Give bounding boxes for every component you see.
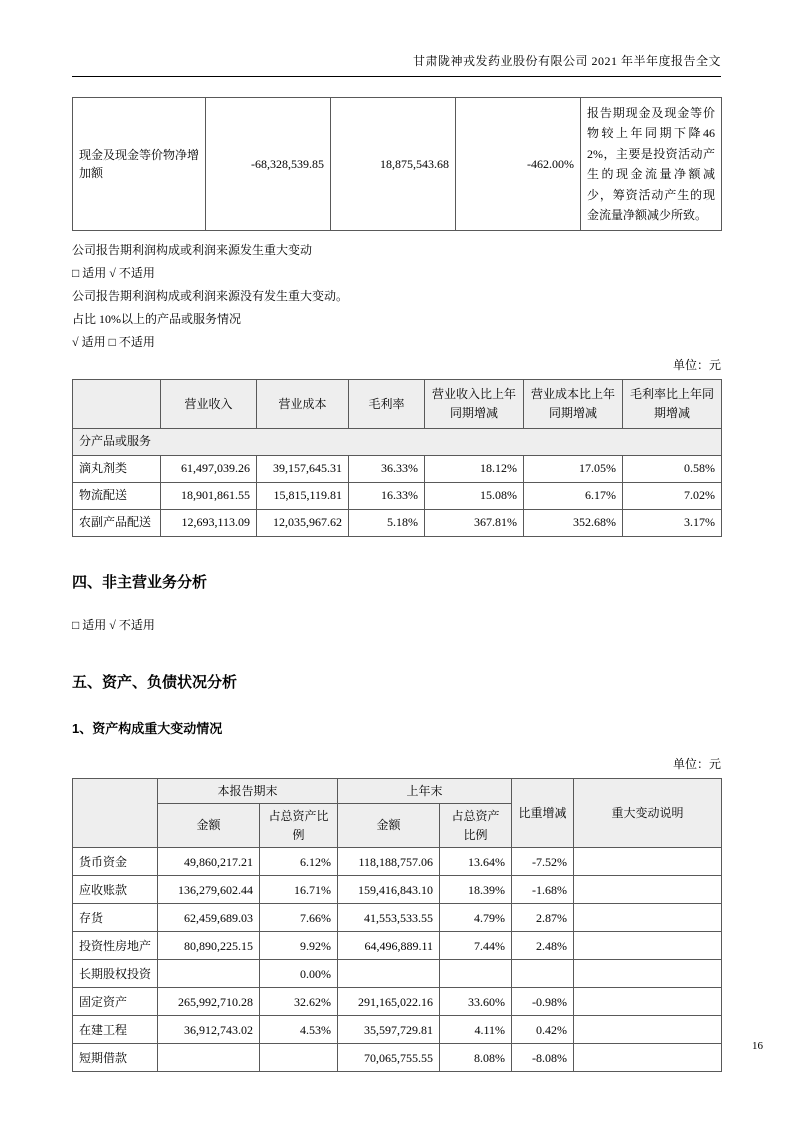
header-major-change-note: 重大变动说明 (574, 778, 722, 848)
cell-value (574, 960, 722, 988)
document-header-title: 甘肃陇神戎发药业股份有限公司 2021 年半年度报告全文 (72, 52, 721, 77)
cell-value: 291,165,022.16 (338, 988, 440, 1016)
cell-value: 13.64% (440, 848, 512, 876)
row-label: 物流配送 (73, 482, 161, 509)
cell-value: 352.68% (524, 509, 623, 536)
cell-value: 39,157,645.31 (257, 455, 349, 482)
cell-value: -462.00% (456, 98, 581, 231)
products-services-table (72, 379, 722, 536)
row-label: 货币资金 (73, 848, 158, 876)
cell-value: 12,693,113.09 (161, 509, 257, 536)
header-ratio-change: 比重增减 (512, 778, 574, 848)
cell-value: 0.00% (260, 960, 338, 988)
cell-value: 0.58% (623, 455, 722, 482)
header-prior-year: 上年末 (338, 778, 512, 804)
cell-value (574, 1016, 722, 1044)
table-row (73, 988, 722, 1016)
unit-label: 单位：元 (672, 358, 721, 373)
cell-value: 6.12% (260, 848, 338, 876)
cell-value (158, 960, 260, 988)
cash-flow-table (72, 97, 722, 231)
header-cost: 营业成本 (257, 380, 349, 428)
cell-value: 80,890,225.15 (158, 932, 260, 960)
cell-value: -0.98% (512, 988, 574, 1016)
cell-value: 118,188,757.06 (338, 848, 440, 876)
assets-table-header (73, 778, 722, 848)
cell-value (158, 1044, 260, 1072)
profit-change-title: 公司报告期利润构成或利润来源发生重大变动 (72, 243, 313, 258)
cell-value: 70,065,755.55 (338, 1044, 440, 1072)
cell-value: 18,875,543.68 (331, 98, 456, 231)
profit-change-note: 公司报告期利润构成或利润来源没有发生重大变动。 (72, 289, 349, 304)
cell-value (574, 1044, 722, 1072)
cell-value (512, 960, 574, 988)
table-row (73, 876, 722, 904)
section-five-title: 五、资产、负债状况分析 (72, 673, 238, 691)
products-services-applicable: √ 适用 □ 不适用 (72, 335, 155, 350)
table-row (73, 1016, 722, 1044)
cell-value (574, 848, 722, 876)
cell-value: 4.79% (440, 904, 512, 932)
cell-value: 64,496,889.11 (338, 932, 440, 960)
cell-value: 18.12% (425, 455, 524, 482)
header-gross-margin: 毛利率 (349, 380, 425, 428)
cell-value: 3.17% (623, 509, 722, 536)
cell-value: -8.08% (512, 1044, 574, 1072)
cell-value: 2.48% (512, 932, 574, 960)
row-label: 农副产品配送 (73, 509, 161, 536)
cell-value: 4.11% (440, 1016, 512, 1044)
cell-value: 2.87% (512, 904, 574, 932)
products-table-body (73, 428, 722, 455)
cell-value: 15.08% (425, 482, 524, 509)
cell-value: 36.33% (349, 455, 425, 482)
header-cost-yoy: 营业成本比上年同期增减 (524, 380, 623, 428)
header-amount-prior: 金额 (338, 804, 440, 848)
row-label: 现金及现金等价物净增加额 (73, 98, 206, 231)
row-label: 应收账款 (73, 876, 158, 904)
header-amount-current: 金额 (158, 804, 260, 848)
row-label: 在建工程 (73, 1016, 158, 1044)
group-row (73, 428, 722, 455)
subsection-one-title: 1、资产构成重大变动情况 (72, 720, 223, 736)
cell-value: 61,497,039.26 (161, 455, 257, 482)
header-blank (73, 778, 158, 848)
cell-value: 4.53% (260, 1016, 338, 1044)
cell-value: 49,860,217.21 (158, 848, 260, 876)
unit-label: 单位：元 (672, 756, 721, 771)
cell-value: 33.60% (440, 988, 512, 1016)
cell-value (260, 1044, 338, 1072)
cell-value (574, 904, 722, 932)
table-row (73, 848, 722, 876)
cell-value: 367.81% (425, 509, 524, 536)
cell-value: -68,328,539.85 (206, 98, 331, 231)
header-margin-yoy: 毛利率比上年同期增减 (623, 380, 722, 428)
cell-value: 35,597,729.81 (338, 1016, 440, 1044)
row-label: 短期借款 (73, 1044, 158, 1072)
group-label: 分产品或服务 (73, 428, 722, 455)
cell-value: 159,416,843.10 (338, 876, 440, 904)
table-row (73, 98, 722, 231)
cell-value: 265,992,710.28 (158, 988, 260, 1016)
cell-value: 12,035,967.62 (257, 509, 349, 536)
cell-value: 7.44% (440, 932, 512, 960)
header-current-period: 本报告期末 (158, 778, 338, 804)
cell-value: 0.42% (512, 1016, 574, 1044)
profit-section (72, 239, 721, 377)
table-row (73, 904, 722, 932)
cell-value: 16.71% (260, 876, 338, 904)
products-table-header (73, 380, 722, 428)
profit-change-applicable: □ 适用 √ 不适用 (72, 266, 155, 281)
header-blank (73, 380, 161, 428)
cell-value: -1.68% (512, 876, 574, 904)
table-row (73, 455, 722, 482)
row-label: 投资性房地产 (73, 932, 158, 960)
cell-value: 报告期现金及现金等价物较上年同期下降462%，主要是投资活动产生的现金流量净额减少，筹资活动产生的现金流量净额减少所致。 (581, 98, 722, 231)
section-four-applicable: □ 适用 √ 不适用 (72, 617, 155, 632)
page-number: 16 (752, 1040, 763, 1052)
cell-value (440, 960, 512, 988)
cell-value: 7.02% (623, 482, 722, 509)
row-label: 长期股权投资 (73, 960, 158, 988)
cell-value: 17.05% (524, 455, 623, 482)
table-row (73, 932, 722, 960)
products-services-title: 占比 10%以上的产品或服务情况 (72, 312, 241, 327)
cell-value (574, 876, 722, 904)
cell-value (574, 988, 722, 1016)
cell-value: 16.33% (349, 482, 425, 509)
cell-value: -7.52% (512, 848, 574, 876)
products-table-rows (73, 455, 722, 536)
table-row (73, 960, 722, 988)
cell-value (574, 932, 722, 960)
row-label: 固定资产 (73, 988, 158, 1016)
cell-value: 15,815,119.81 (257, 482, 349, 509)
table-row (73, 509, 722, 536)
cell-value: 9.92% (260, 932, 338, 960)
cell-value (338, 960, 440, 988)
header-pct-prior: 占总资产比例 (440, 804, 512, 848)
cell-value: 36,912,743.02 (158, 1016, 260, 1044)
row-label: 滴丸剂类 (73, 455, 161, 482)
cell-value: 8.08% (440, 1044, 512, 1072)
header-row-top (73, 778, 722, 804)
cell-value: 7.66% (260, 904, 338, 932)
row-label: 存货 (73, 904, 158, 932)
cell-value: 5.18% (349, 509, 425, 536)
asset-composition-table (72, 778, 722, 1073)
cash-flow-table-body (73, 98, 722, 231)
header-pct-current: 占总资产比例 (260, 804, 338, 848)
table-row (73, 1044, 722, 1072)
cell-value: 6.17% (524, 482, 623, 509)
cell-value: 18,901,861.55 (161, 482, 257, 509)
cell-value: 18.39% (440, 876, 512, 904)
cell-value: 41,553,533.55 (338, 904, 440, 932)
assets-table-body (73, 848, 722, 1072)
header-revenue: 营业收入 (161, 380, 257, 428)
cell-value: 32.62% (260, 988, 338, 1016)
header-revenue-yoy: 营业收入比上年同期增减 (425, 380, 524, 428)
table-row (73, 482, 722, 509)
header-row (73, 380, 722, 428)
cell-value: 136,279,602.44 (158, 876, 260, 904)
cell-value: 62,459,689.03 (158, 904, 260, 932)
section-four-title: 四、非主营业务分析 (72, 573, 208, 591)
